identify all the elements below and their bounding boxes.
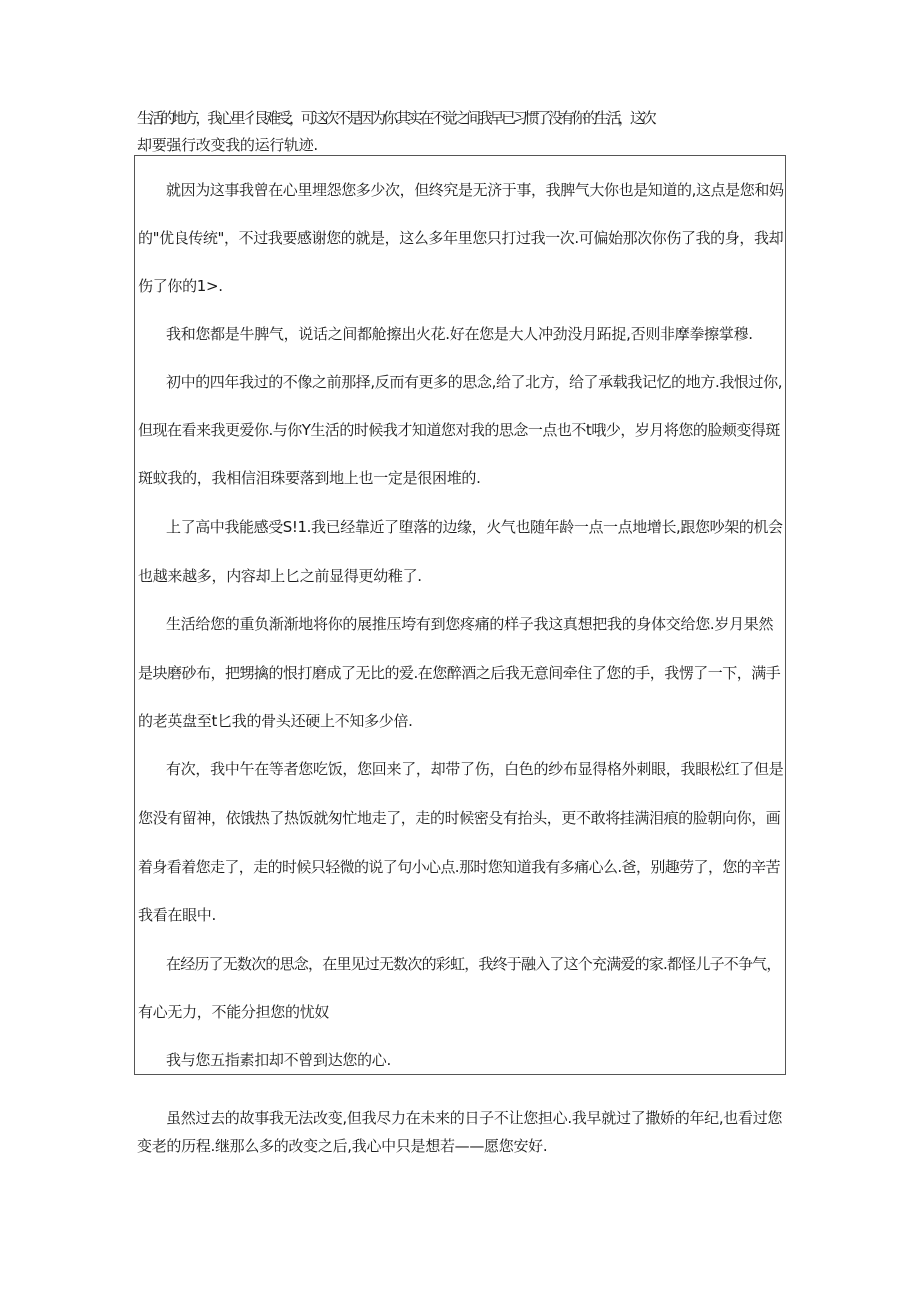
boxed-line: 我和您都是牛脾气，说话之间都舱擦出火花.好在您是大人冲劲没月跖捉,否则非摩拳擦掌穆. xyxy=(166,325,753,343)
boxed-line: 有次，我中午在等者您吃饭，您回来了，却带了伤，白色的纱布显得格外刺眼，我眼松红了但是 xyxy=(166,760,784,778)
intro-line: 生活的地方，我心里彳艮难受，可这次不是因为你.其实在不觉之间我早已习惯了没有你的生活，这次 xyxy=(137,109,654,127)
boxed-line: 上了高中我能感受S!1.我已经靠近了堕落的边缘，火气也随年龄一点一点地增长,跟您吵架的机会 xyxy=(166,518,783,536)
boxed-line: 生活给您的重负渐渐地将你的展推压垮有到您疼痛的样子我这真想把我的身体交给您.岁月果然 xyxy=(166,615,774,633)
boxed-line: 斑蚊我的，我相信泪珠要落到地上也一定是很困堆的. xyxy=(138,469,481,487)
boxed-line: 也越来越多，内容却上匕之前显得更幼稚了. xyxy=(138,567,422,585)
intro-line: 却要强行改变我的运行轨迹. xyxy=(137,136,318,154)
boxed-line: 初中的四年我过的不像之前那择,反而有更多的思念,给了北方，给了承载我记忆的地方.我恨过你, xyxy=(166,373,783,391)
boxed-line: 伤了你的1>. xyxy=(138,277,223,295)
boxed-line: 着身看着您走了，走的时候只轻微的说了句小心点.那时您知道我有多痛心么.爸，别趣劳了，您的辛苦 xyxy=(138,858,780,876)
closing-line: 虽然过去的故事我无法改变,但我尽力在未来的日子不让您担心.我早就过了撒娇的年纪,也看过您 xyxy=(166,1109,783,1127)
boxed-line: 我与您五指素扣却不曾到达您的心. xyxy=(166,1051,391,1069)
closing-line: 变老的历程.继那么多的改变之后,我心中只是想若——愿您安好. xyxy=(137,1137,548,1155)
boxed-line: 但现在看来我更爱你.与你Y生活的时候我才知道您对我的思念一点也不t哦少，岁月将您的脸颊变得斑 xyxy=(138,421,780,439)
boxed-line: 就因为这事我曾在心里埋怨您多少次，但终究是无济于事，我脾气大你也是知道的,这点是您和妈 xyxy=(166,181,784,199)
boxed-line: 有心无力，不能分担您的忧奴 xyxy=(138,1003,330,1021)
boxed-line: 的老英盘至t匕我的骨头还硬上不知多少倍. xyxy=(138,712,413,730)
boxed-line: 的"优良传统"，不过我要感谢您的就是，这么多年里您只打过我一次.可偏始那次你伤了我的身，我却 xyxy=(138,229,784,247)
boxed-line: 是块磨砂布，把甥擒的恨打磨成了无比的爱.在您醉酒之后我无意间牵住了您的手，我愣了一下，满手 xyxy=(138,664,781,682)
boxed-line: 我看在眼中. xyxy=(138,906,216,924)
boxed-line: 您没有留神，依饿热了热饭就匆忙地走了，走的时候密殳有抬头，更不敢将挂满泪痕的脸朝向你，画 xyxy=(138,809,781,827)
boxed-line: 在经历了无数次的思念，在里见过无数次的彩虹，我终于融入了这个充满爱的家.都怪儿子不争气， xyxy=(166,955,781,973)
